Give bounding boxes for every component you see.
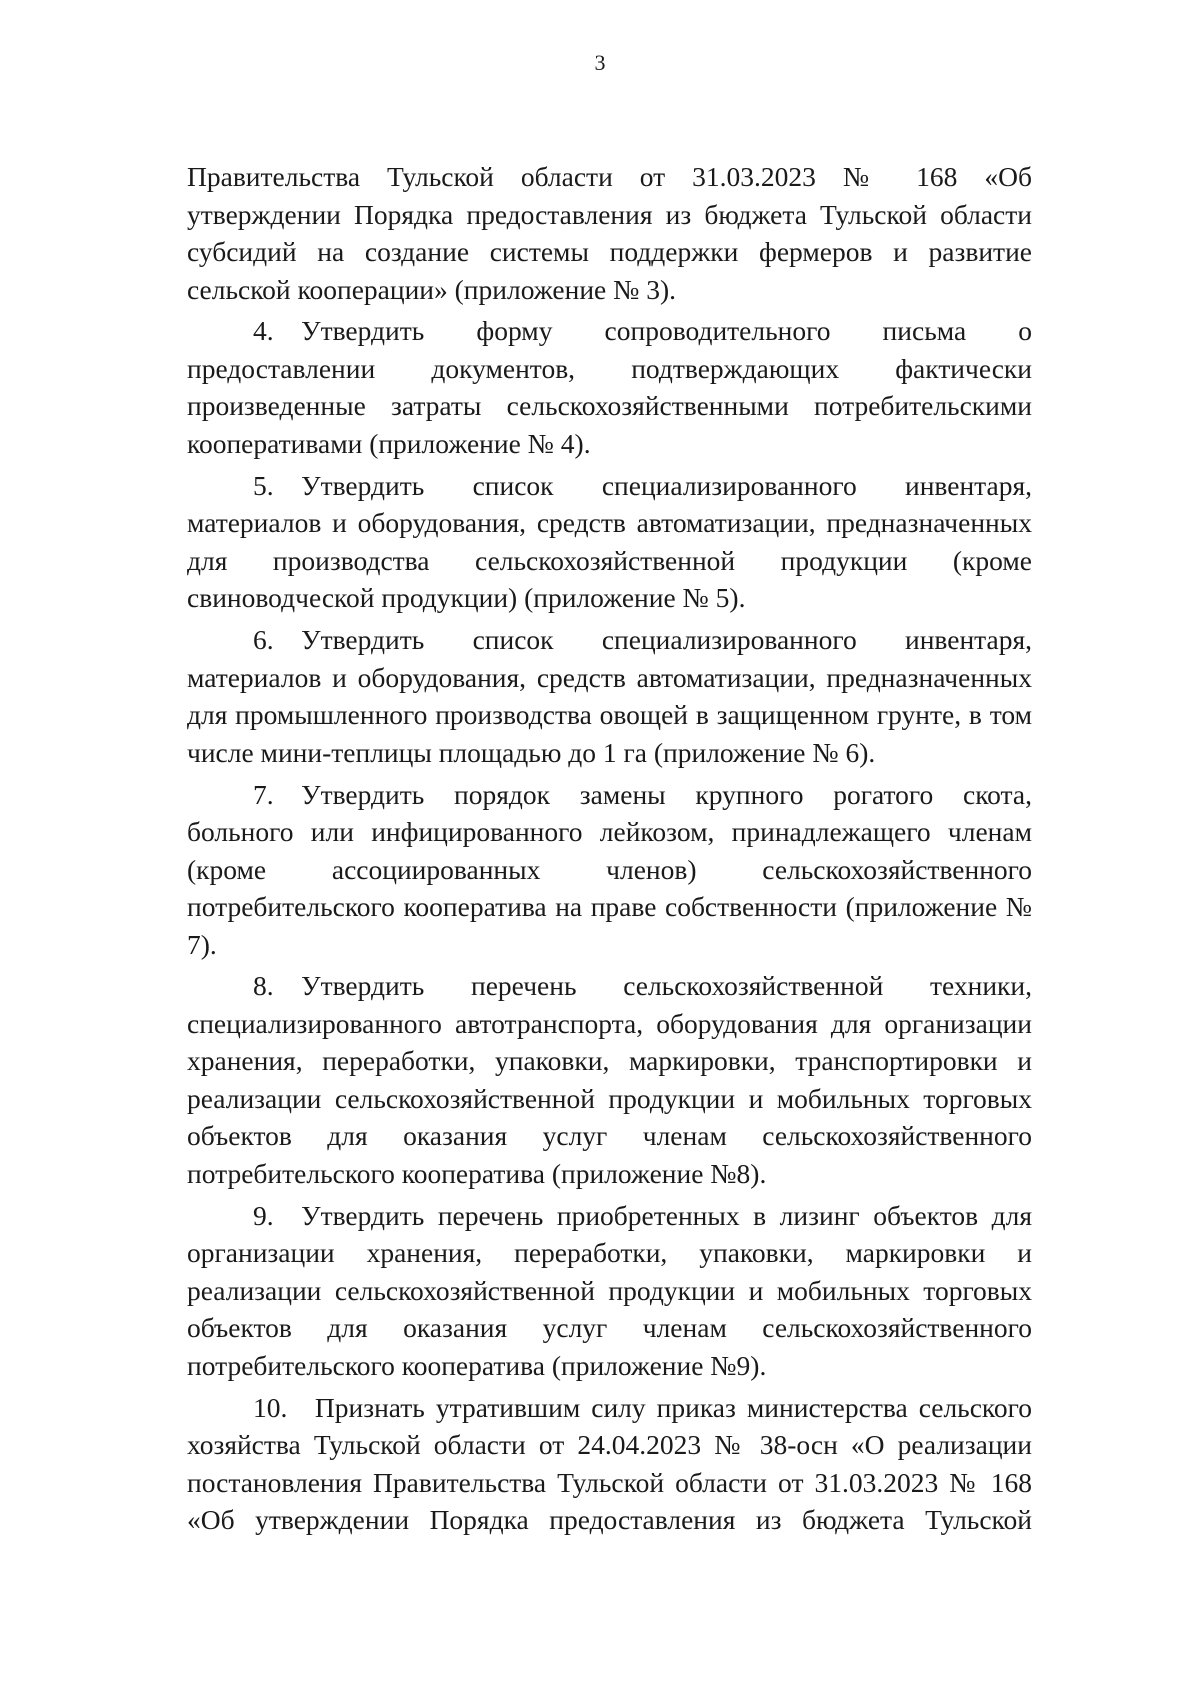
text-line: 9. Утвердить перечень приобретенных в лизинг объектов для	[253, 1199, 1032, 1231]
text-line: для производства сельскохозяйственной продукции (кроме	[187, 544, 1032, 576]
text-line: объектов для оказания услуг членам сельскохозяйственного	[187, 1120, 1032, 1152]
text-line: 8. Утвердить перечень сельскохозяйственной техники,	[253, 970, 1032, 1002]
text-line: утверждении Порядка предоставления из бюджета Тульской области	[187, 198, 1032, 230]
text-line: 6. Утвердить список специализированного инвентаря,	[253, 624, 1032, 656]
text-line: произведенные затраты сельскохозяйственными потребительскими	[187, 390, 1032, 422]
text-line: кооперативами (приложение № 4).	[187, 427, 591, 459]
text-line: реализации сельскохозяйственной продукции и мобильных торговых	[187, 1082, 1032, 1114]
text-line: «Об утверждении Порядка предоставления из бюджета Тульской	[187, 1504, 1032, 1536]
text-line: 7).	[187, 928, 217, 960]
text-line: субсидий на создание системы поддержки фермеров и развитие	[187, 236, 1032, 267]
text-line: 4. Утвердить форму сопроводительного письма о	[253, 315, 1032, 347]
text-line: материалов и оборудования, средств автоматизации, предназначенных	[187, 507, 1032, 539]
text-line: Правительства Тульской области от 31.03.2023 № 168 «Об	[187, 161, 1032, 192]
text-line: 7. Утвердить порядок замены крупного рогатого скота,	[253, 778, 1032, 810]
text-line: потребительского кооператива (приложение №9).	[187, 1349, 767, 1381]
text-line: (кроме ассоциированных членов) сельскохозяйственного	[187, 853, 1032, 885]
text-line: специализированного автотранспорта, оборудования для организации	[187, 1007, 1032, 1039]
text-line: объектов для оказания услуг членам сельскохозяйственного	[187, 1312, 1032, 1344]
text-line: 5. Утвердить список специализированного инвентаря,	[253, 469, 1032, 501]
text-line: хозяйства Тульской области от 24.04.2023 № 38-осн «О реализации	[187, 1429, 1032, 1461]
text-line: 10. Признать утратившим силу приказ министерства сельского	[253, 1391, 1032, 1423]
text-line: потребительского кооператива (приложение №8).	[187, 1157, 767, 1189]
text-line: предоставлении документов, подтверждающих фактически	[187, 352, 1032, 384]
text-line: сельской кооперации» (приложение № 3).	[187, 273, 677, 305]
text-line: материалов и оборудования, средств автоматизации, предназначенных	[187, 661, 1032, 693]
text-line: потребительского кооператива на праве собственности (приложение №	[187, 891, 1032, 923]
text-line: постановления Правительства Тульской области от 31.03.2023 № 168	[187, 1466, 1032, 1498]
document-body	[187, 158, 1032, 1539]
text-line: организации хранения, переработки, упаковки, маркировки и	[187, 1237, 1032, 1269]
page-number: 3	[594, 50, 606, 75]
text-line: хранения, переработки, упаковки, маркировки, транспортировки и	[187, 1045, 1032, 1077]
text-line: свиноводческой продукции) (приложение № 5).	[187, 582, 746, 614]
text-line: числе мини-теплицы площадью до 1 га (приложение № 6).	[187, 736, 876, 768]
text-line: реализации сельскохозяйственной продукции и мобильных торговых	[187, 1274, 1032, 1306]
text-line: для промышленного производства овощей в защищенном грунте, в том	[187, 699, 1032, 731]
text-line: больного или инфицированного лейкозом, принадлежащего членам	[187, 816, 1032, 848]
